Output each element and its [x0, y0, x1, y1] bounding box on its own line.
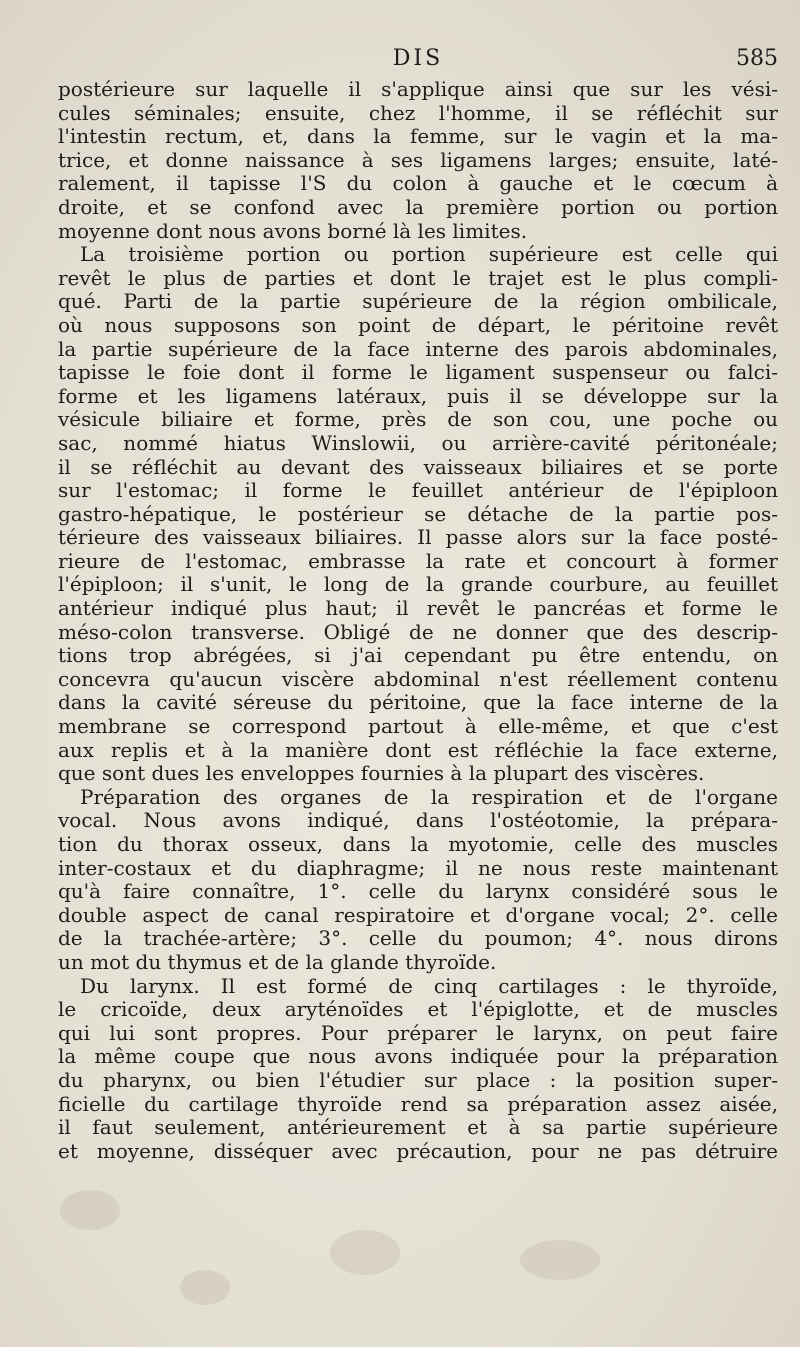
text-line: rieure de l'estomac, embrasse la rate et concourt à former [58, 548, 778, 573]
text-line: tion du thorax osseux, dans la myotomie, celle des muscles [58, 832, 778, 856]
text-line: où nous supposons son point de départ, le péritoine revêt [58, 312, 778, 337]
text-line: aux replis et à la manière dont est réfléchie la face externe, [58, 737, 778, 762]
text-line: dans la cavité séreuse du péritoine, que la face interne de la [58, 690, 778, 715]
running-head: DIS [392, 46, 444, 71]
text-line: le cricoïde, deux aryténoïdes et l'épiglotte, et de muscles [58, 997, 778, 1022]
text-line: qu'à faire connaître, 1°. celle du larynx considéré sous le [58, 879, 778, 904]
text-line: un mot du thymus et de la glande thyroïde. [58, 949, 497, 974]
text-line: la même coupe que nous avons indiquée pour la préparation [58, 1044, 778, 1069]
paper-stain [180, 1270, 230, 1305]
text-line: qué. Parti de la partie supérieure de la région ombilicale, [58, 289, 778, 314]
text-line: inter-costaux et du diaphragme; il ne nous reste maintenant [58, 855, 778, 880]
text-line: l'épiploon; il s'unit, le long de la grande courbure, au feuillet [58, 572, 778, 597]
page-header [58, 42, 778, 78]
text-line: tions trop abrégées, si j'ai cependant pu être entendu, on [58, 643, 778, 668]
text-line: membrane se correspond partout à elle-même, et que c'est [58, 714, 778, 739]
text-line: cules séminales; ensuite, chez l'homme, il se réfléchit sur [58, 100, 778, 125]
text-line: l'intestin rectum, et, dans la femme, sur le vagin et la ma- [58, 124, 778, 149]
text-line: gastro-hépatique, le postérieur se détache de la partie pos- [58, 501, 778, 526]
text-line: postérieure sur laquelle il s'applique ainsi que sur les vési- [58, 77, 778, 101]
text-line: du pharynx, ou bien l'étudier sur place : la position super- [58, 1067, 778, 1092]
text-line: La troisième portion ou portion supérieure est celle qui [80, 242, 778, 267]
text-line: forme et les ligamens latéraux, puis il se développe sur la [58, 383, 778, 408]
text-line: revêt le plus de parties et dont le trajet est le plus compli- [58, 265, 778, 290]
text-line: ficielle du cartilage thyroïde rend sa préparation assez aisée, [58, 1091, 778, 1116]
text-line: il faut seulement, antérieurement et à sa partie supérieure [58, 1115, 778, 1140]
text-line: ralement, il tapisse l'S du colon à gauche et le cœcum à [58, 171, 778, 196]
text-line: la partie supérieure de la face interne des parois abdominales, [58, 336, 778, 361]
text-line: térieure des vaisseaux biliaires. Il passe alors sur la face posté- [58, 525, 778, 550]
text-line: de la trachée-artère; 3°. celle du poumon; 4°. nous dirons [58, 926, 778, 951]
text-line: moyenne dont nous avons borné là les limites. [58, 218, 528, 243]
text-line-section-heading: Du larynx. Il est formé de cinq cartilages : le thyroïde, [80, 973, 778, 998]
text-line: concevra qu'aucun viscère abdominal n'est réellement contenu [58, 666, 778, 691]
text-line: qui lui sont propres. Pour préparer le larynx, on peut faire [58, 1020, 778, 1045]
paper-stain [330, 1230, 400, 1275]
text-line: vésicule biliaire et forme, près de son cou, une poche ou [58, 407, 778, 432]
text-line: que sont dues les enveloppes fournies à la plupart des viscères. [58, 761, 705, 786]
text-line: sac, nommé hiatus Winslowii, ou arrière-cavité péritonéale; [58, 430, 778, 455]
paper-stain [520, 1240, 600, 1280]
text-line: tapisse le foie dont il forme le ligament suspenseur ou falci- [58, 360, 778, 385]
text-line: trice, et donne naissance à ses ligamens larges; ensuite, laté- [58, 147, 778, 172]
text-line: méso-colon transverse. Obligé de ne donner que des descrip- [58, 619, 778, 644]
text-line: et moyenne, disséquer avec précaution, pour ne pas détruire [58, 1138, 778, 1163]
text-line-section-heading: Préparation des organes de la respiration et de l'organe [80, 784, 778, 809]
text-line: antérieur indiqué plus haut; il revêt le pancréas et forme le [58, 596, 778, 621]
paper-stain [60, 1190, 120, 1230]
text-line: il se réfléchit au devant des vaisseaux biliaires et se porte [58, 454, 778, 479]
text-line: sur l'estomac; il forme le feuillet antérieur de l'épiploon [58, 478, 778, 503]
text-line: droite, et se confond avec la première portion ou portion [58, 194, 778, 219]
body-text [58, 78, 778, 1163]
text-line: double aspect de canal respiratoire et d'organe vocal; 2°. celle [58, 902, 778, 927]
text-line: vocal. Nous avons indiqué, dans l'ostéotomie, la prépara- [58, 808, 778, 833]
page-number: 585 [736, 46, 778, 71]
